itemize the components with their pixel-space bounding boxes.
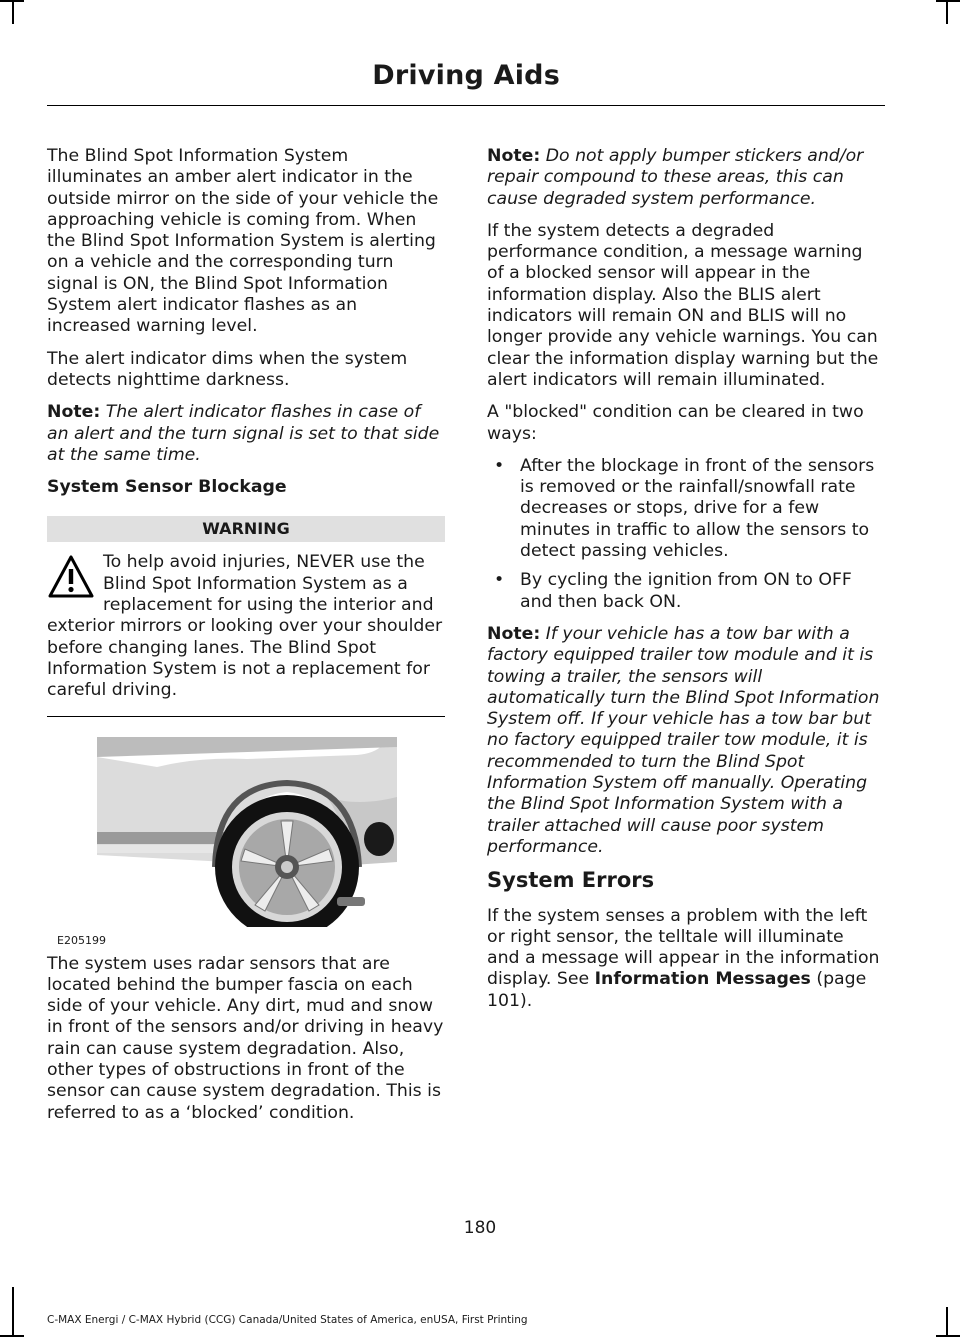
list-item xyxy=(487,456,881,562)
list-item-text: After the blockage in front of the sensors is removed or the rainfall/snowfall rate decreases or stops, drive for a few minutes in traffic to allow the sensors to detect passing vehicles. xyxy=(520,455,875,562)
bullet-list xyxy=(487,456,881,613)
note xyxy=(487,146,881,210)
bullet-icon: • xyxy=(494,455,505,476)
paragraph xyxy=(487,906,881,1012)
note-label: Note: xyxy=(47,402,101,423)
warning-box xyxy=(47,552,445,701)
page-title: Driving Aids xyxy=(372,60,560,91)
subheading: System Sensor Blockage xyxy=(47,477,287,498)
list-item xyxy=(487,570,881,613)
page-number: 180 xyxy=(463,1218,497,1238)
crop-mark xyxy=(946,0,948,24)
page-reference: (page 101). xyxy=(487,969,867,1011)
footer-text: C-MAX Energi / C-MAX Hybrid (CCG) Canada/United States of America, enUSA, First Printing xyxy=(47,1314,528,1326)
note xyxy=(47,402,445,466)
note-text: Do not apply bumper stickers and/or repair compound to these areas, this can cause degraded system performance. xyxy=(487,146,864,209)
paragraph: If the system detects a degraded performance condition, a message warning of a blocked sensor will appear in the information display. Also the BLIS alert indicators will remain ON and BLIS will no longer provide any vehicle warnings. You can clear the information display warning but the alert indicators will remain illuminated. xyxy=(487,220,879,390)
paragraph: The alert indicator dims when the system detects nighttime darkness. xyxy=(47,348,408,390)
header-rule xyxy=(47,105,885,106)
paragraph: The Blind Spot Information System illuminates an amber alert indicator in the outside mirror on the side of your vehicle the approaching vehicle is coming from. When the Blind Spot Information System is alerting on a vehicle and the corresponding turn signal is ON, the Blind Spot Information System alert indicator flashes as an increased warning level. xyxy=(47,146,439,337)
figure-code: E205199 xyxy=(57,933,106,947)
list-item-text: By cycling the ignition from ON to OFF and then back ON. xyxy=(520,570,852,612)
cross-reference-link[interactable]: Information Messages xyxy=(594,969,811,990)
note-text: The alert indicator flashes in case of an alert and the turn signal is set to that side at the same time. xyxy=(47,402,440,465)
crop-mark xyxy=(12,1287,14,1337)
section-heading: System Errors xyxy=(487,868,655,893)
paragraph-text: If the system senses a problem with the left or right sensor, the telltale will illuminate and a message will appear in the information display. See xyxy=(487,905,880,990)
figure xyxy=(47,737,445,947)
left-column xyxy=(47,146,445,1135)
rear-bumper-sensor-illustration xyxy=(97,737,397,927)
crop-mark xyxy=(12,0,14,24)
warning-triangle-icon xyxy=(47,554,95,600)
note-label: Note: xyxy=(487,146,541,166)
paragraph: The system uses radar sensors that are located behind the bumper fascia on each side of your vehicle. Any dirt, mud and snow in front of the sensors and/or driving in heavy rain can cause system degradation. Also, other types of obstructions in front of the sensor can cause system degradation. This is referred to as a ‘blocked’ condition. xyxy=(47,953,444,1123)
note-label: Note: xyxy=(487,623,541,644)
crop-mark xyxy=(936,0,960,2)
warning-rule xyxy=(47,716,445,717)
warning-bar: WARNING xyxy=(47,516,445,542)
warning-text: To help avoid injuries, NEVER use the Blind Spot Information System as a replacement for using the interior and exterior mirrors or looking over your shoulder before changing lanes. The Blind Spot Information System is not a replacement for careful driving. xyxy=(47,552,443,701)
note xyxy=(487,624,881,858)
note-text: If your vehicle has a tow bar with a factory equipped trailer tow module and it is towing a trailer, the sensors will automatically turn the Blind Spot Information System off. If your vehicle has a tow bar but no factory equipped trailer tow module, it is recommended to turn the Blind Spot Information System off manually. Operating the Blind Spot Information System with a trailer attached will cause poor system performance. xyxy=(487,623,880,857)
paragraph: A "blocked" condition can be cleared in two ways: xyxy=(487,402,864,444)
bullet-icon: • xyxy=(494,570,505,591)
right-column xyxy=(487,146,881,1023)
crop-mark xyxy=(946,1307,948,1337)
